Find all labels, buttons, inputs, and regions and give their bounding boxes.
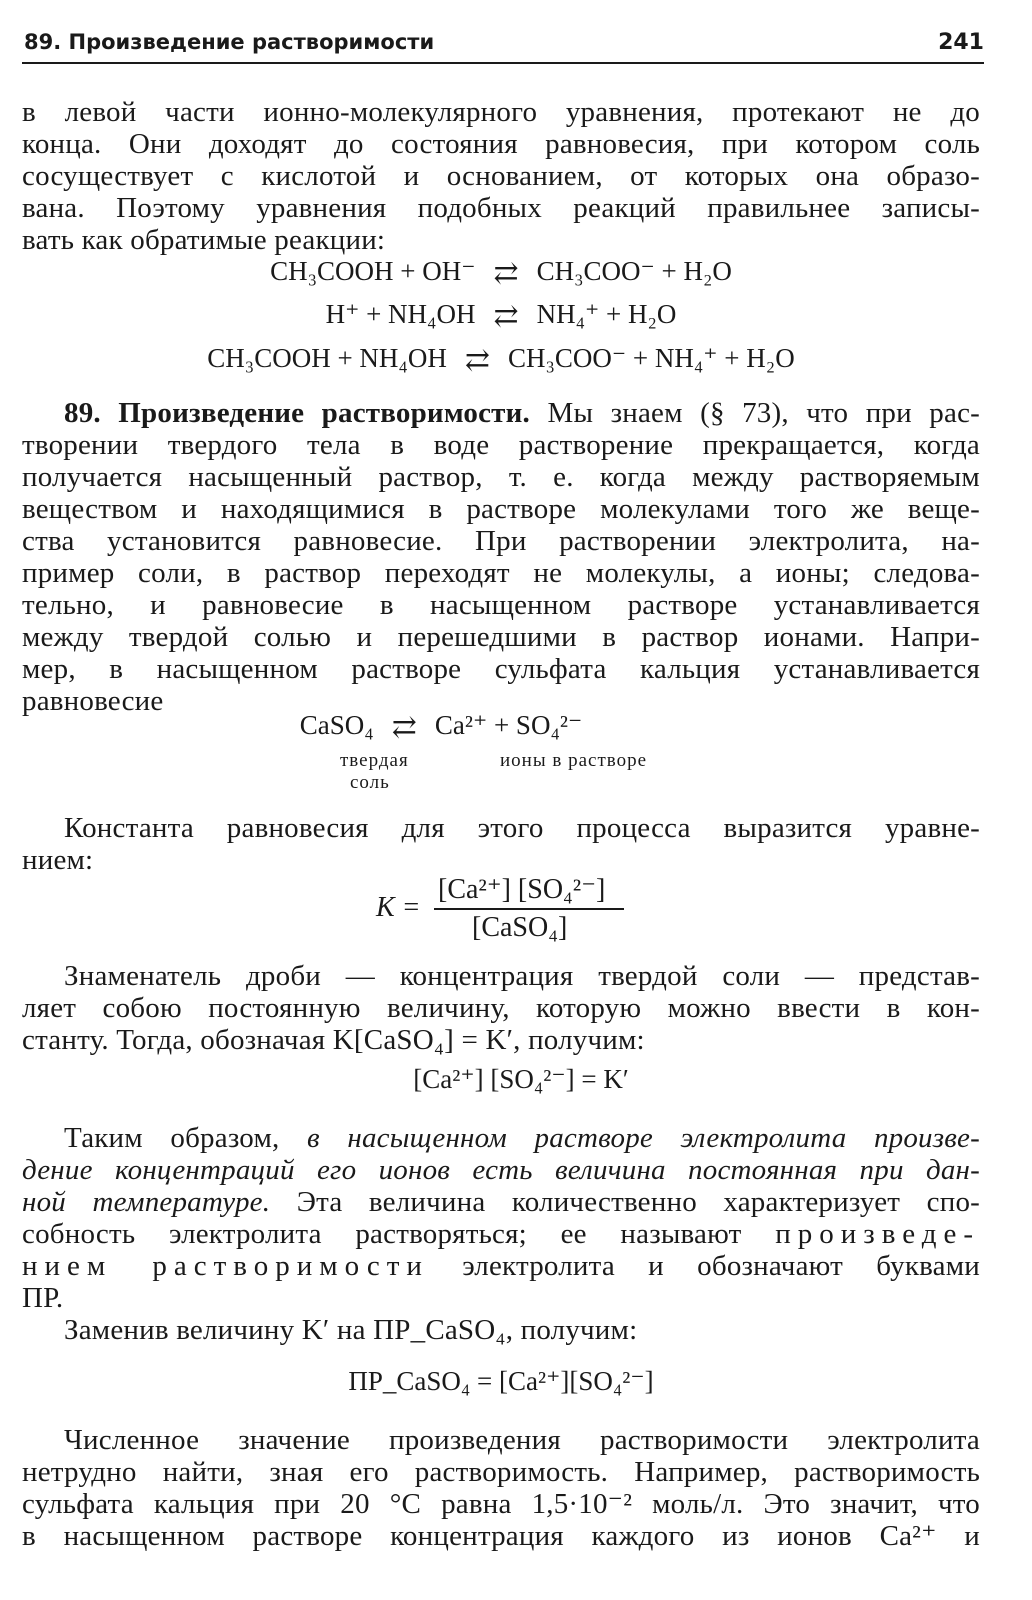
reaction-acetic-hydroxide (22, 254, 980, 291)
equilibrium-arrow-icon: ⇄ (464, 344, 490, 377)
spaced-term: нием растворимости (22, 1250, 429, 1282)
equilibrium-arrow-icon: ⇄ (493, 257, 519, 290)
text-fragment: Численное значение произведения растворимости электролита (64, 1424, 980, 1456)
spaced-term: произведе- (775, 1218, 981, 1250)
text-line: нетрудно найти, зная его растворимость. Например, растворимость (22, 1456, 980, 1488)
text-line: вать как обратимые реакции: (22, 224, 386, 256)
text-line (22, 812, 980, 844)
page-number: 241 (938, 30, 984, 55)
denominator-paragraph (22, 960, 980, 1056)
text-fragment: собность электролита растворяться; ее называют (22, 1218, 742, 1250)
equilibrium-arrow-icon: ⇄ (391, 711, 417, 744)
replace-paragraph (22, 1314, 980, 1346)
text-line (22, 960, 980, 992)
text-line: получается насыщенный раствор, т. е. когда между растворяемым (22, 461, 980, 493)
fraction-bar (434, 908, 624, 910)
text-line (22, 397, 980, 429)
italic-definition: в насыщенном растворе электролита произве- (307, 1122, 980, 1154)
equilibrium-right: Ca²⁺ + SO₄²⁻ (434, 710, 583, 740)
reaction-right: CH₃COO⁻ + H₂O (536, 256, 732, 286)
text-line: в насыщенном растворе концентрация каждого из ионов Ca²⁺ и (22, 1520, 980, 1552)
text-line (22, 1122, 980, 1154)
formula-lhs: K = (376, 892, 421, 923)
text-line: тельно, и равновесие в насыщенном растворе устанавливается (22, 589, 980, 621)
text-line (22, 1424, 980, 1456)
text-fragment: Мы знаем (§ 73), что при рас- (547, 397, 980, 429)
text-line: сосуществует с кислотой и основанием, от которых она образо- (22, 160, 980, 192)
italic-definition: ной температуре. (22, 1186, 271, 1218)
pr-equation: ПР_CaSO₄ = [Ca²⁺][SO₄²⁻] (348, 1366, 654, 1396)
text-fragment: Таким образом, (64, 1122, 280, 1154)
text-line: вана. Поэтому уравнения подобных реакций правильнее записы- (22, 192, 980, 224)
running-head (22, 26, 984, 60)
intro-paragraph (22, 96, 980, 256)
text-line: мер, в насыщенном растворе сульфата кальция устанавливается (22, 653, 980, 685)
header-rule (22, 62, 984, 64)
text-line (22, 1154, 980, 1186)
text-line: ства установится равновесие. При растворении электролита, на- (22, 525, 980, 557)
text-line: станту. Тогда, обозначая K[CaSO₄] = K′, получим: (22, 1024, 645, 1056)
caption-line: твердая (340, 750, 409, 771)
italic-definition: дение концентраций его ионов есть величина постоянная при дан- (22, 1154, 980, 1186)
text-line: ПР. (22, 1282, 64, 1314)
label-ions-in-solution: ионы в растворе (500, 750, 648, 771)
reaction-left: CH₃COOH + OH⁻ (270, 256, 476, 286)
text-line (22, 1314, 980, 1346)
text-line: ляет собою постоянную величину, которую можно ввести в кон- (22, 992, 980, 1024)
text-fragment: Константа равновесия для этого процесса выразится уравне- (64, 812, 980, 844)
text-line: равновесие (22, 685, 164, 717)
text-line: пример соли, в раствор переходят не молекулы, а ионы; следова- (22, 557, 980, 589)
reaction-left: CH₃COOH + NH₄OH (207, 343, 447, 373)
section-89-paragraph (22, 397, 980, 717)
text-line (22, 1250, 980, 1282)
text-line: веществом и находящимися в растворе молекулами того же веще- (22, 493, 980, 525)
label-solid-salt (340, 750, 409, 794)
equilibrium-constant-formula (376, 872, 636, 956)
reaction-left: H⁺ + NH₄OH (325, 299, 476, 329)
definition-paragraph (22, 1122, 980, 1314)
text-fragment: Заменив величину K′ на ПР_CaSO₄, получим: (64, 1314, 638, 1346)
text-line: в левой части ионно-молекулярного уравнения, протекают не до (22, 96, 980, 128)
solubility-product-equation: [Ca²⁺] [SO₄²⁻] = K′ (413, 1064, 629, 1094)
text-line (22, 1186, 980, 1218)
text-fragment: электролита и обозначают буквами (462, 1250, 980, 1282)
formula-denominator: [CaSO₄] (472, 912, 568, 943)
text-line: творении твердого тела в воде растворение прекращается, когда (22, 429, 980, 461)
constant-paragraph (22, 812, 980, 876)
caption-line: соль (350, 772, 390, 793)
text-fragment: Знаменатель дроби — концентрация твердой соли — представ- (64, 960, 980, 992)
formula-numerator: [Ca²⁺] [SO₄²⁻] (438, 874, 606, 905)
text-line: сульфата кальция при 20 °С равна 1,5·10⁻² моль/л. Это значит, что (22, 1488, 980, 1520)
text-line: нием: (22, 844, 94, 876)
text-line: между твердой солью и перешедшими в раствор ионами. Напри- (22, 621, 980, 653)
equilibrium-arrow-icon: ⇄ (493, 300, 519, 333)
text-fragment: Эта величина количественно характеризует спо- (296, 1186, 981, 1218)
reaction-acetic-ammonium (22, 341, 980, 378)
running-head-title: 89. Произведение растворимости (24, 30, 435, 54)
equilibrium-left: CaSO₄ (299, 710, 374, 740)
text-line (22, 1218, 980, 1250)
numeric-paragraph (22, 1424, 980, 1552)
book-page (22, 0, 982, 1600)
reaction-right: NH₄⁺ + H₂O (536, 299, 677, 329)
reaction-right: CH₃COO⁻ + NH₄⁺ + H₂O (507, 343, 795, 373)
reaction-proton-ammonium (22, 297, 980, 334)
section-heading: 89. Произведение растворимости. (64, 397, 530, 429)
text-line: конца. Они доходят до состояния равновесия, при котором соль (22, 128, 980, 160)
caso4-equilibrium (0, 708, 920, 745)
